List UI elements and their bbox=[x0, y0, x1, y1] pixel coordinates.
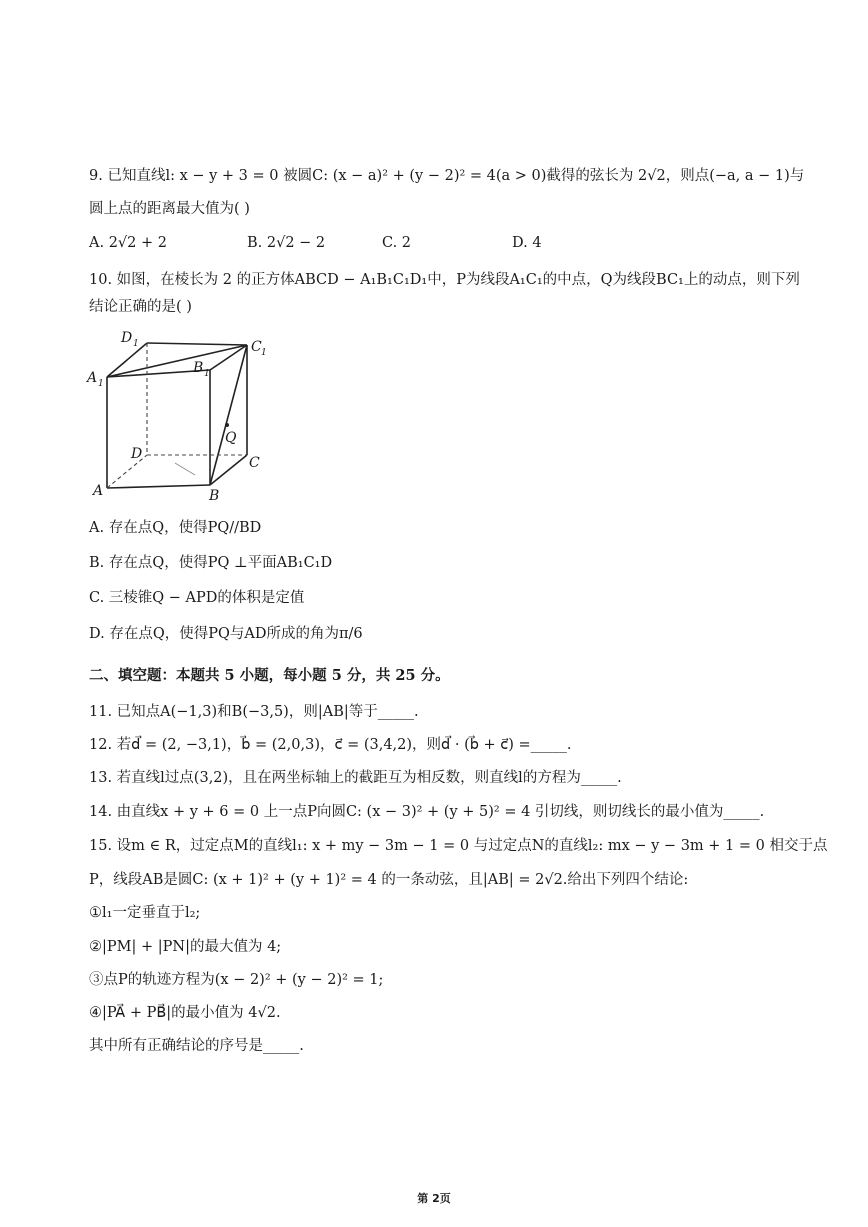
q14-stem: 14. 由直线x + y + 6 = 0 上一点P向圆C: (x − 3)² + (y + 5)² = 4 引切线，则切线长的最小值为_____. bbox=[89, 804, 765, 820]
q15-item-2: ②|PM| + |PN|的最大值为 4; bbox=[89, 939, 282, 955]
label-a1: A bbox=[87, 370, 98, 386]
label-c1: C bbox=[251, 339, 262, 355]
q10-option-d: D. 存在点Q，使得PQ与AD所成的角为π/6 bbox=[89, 626, 363, 642]
q9-option-d: D. 4 bbox=[512, 235, 542, 251]
edge-a-b bbox=[107, 485, 210, 488]
page-number: 第 2页 bbox=[417, 1192, 451, 1205]
q15-item-1: ①l₁一定垂直于l₂; bbox=[89, 905, 201, 921]
label-d1: D bbox=[121, 330, 133, 346]
q10-option-b: B. 存在点Q，使得PQ ⊥平面AB₁C₁D bbox=[89, 555, 333, 571]
q13-stem: 13. 若直线l过点(3,2)，且在两坐标轴上的截距互为相反数，则直线l的方程为_____. bbox=[89, 770, 622, 786]
label-a1-sub: 1 bbox=[98, 379, 104, 389]
q10-stem-line1: 10. 如图，在棱长为 2 的正方体ABCD − A₁B₁C₁D₁中，P为线段A₁C₁的中点，Q为线段BC₁上的动点，则下列 bbox=[89, 272, 800, 288]
label-c1-sub: 1 bbox=[261, 348, 267, 358]
point-q bbox=[225, 423, 229, 427]
q15-question: 其中所有正确结论的序号是_____. bbox=[89, 1038, 304, 1054]
faint-stroke bbox=[175, 463, 195, 475]
label-q: Q bbox=[225, 430, 237, 446]
cube-figure bbox=[85, 325, 285, 505]
q11-stem: 11. 已知点A(−1,3)和B(−3,5)，则|AB|等于_____. bbox=[89, 704, 419, 720]
edge-d1-c1 bbox=[147, 343, 247, 345]
label-b: B bbox=[209, 488, 220, 504]
q10-option-c: C. 三棱锥Q − APD的体积是定值 bbox=[89, 590, 305, 606]
q15-item-4: ④|PA⃗ + PB⃗|的最小值为 4√2. bbox=[89, 1005, 281, 1021]
edge-b-c bbox=[210, 455, 247, 485]
q10-stem-line2: 结论正确的是( ) bbox=[89, 299, 192, 315]
label-d1-sub: 1 bbox=[133, 339, 139, 349]
q9-option-c: C. 2 bbox=[382, 235, 412, 251]
q9-option-a: A. 2√2 + 2 bbox=[89, 235, 167, 251]
label-b1: B bbox=[193, 360, 204, 376]
q15-item-3: ③点P的轨迹方程为(x − 2)² + (y − 2)² = 1; bbox=[89, 972, 384, 988]
label-d: D bbox=[131, 446, 143, 462]
section-2-heading: 二、填空题：本题共 5 小题，每小题 5 分，共 25 分。 bbox=[89, 667, 450, 684]
q15-stem-line2: P，线段AB是圆C: (x + 1)² + (y + 1)² = 4 的一条动弦，且|AB| = 2√2.给出下列四个结论: bbox=[89, 872, 689, 888]
q10-option-a: A. 存在点Q，使得PQ//BD bbox=[89, 520, 262, 536]
q9-stem-line1: 9. 已知直线l: x − y + 3 = 0 被圆C: (x − a)² + (y − 2)² = 4(a > 0)截得的弦长为 2√2，则点(−a, a − 1)与 bbox=[89, 168, 805, 184]
label-a: A bbox=[93, 483, 104, 499]
q15-stem-line1: 15. 设m ∈ R，过定点M的直线l₁: x + my − 3m − 1 = 0 与过定点N的直线l₂: mx − y − 3m + 1 = 0 相交于点 bbox=[89, 838, 828, 854]
q9-option-b: B. 2√2 − 2 bbox=[247, 235, 326, 251]
q12-stem: 12. 若d⃗ = (2, −3,1)，b⃗ = (2,0,3)，c⃗ = (3,4,2)，则d⃗ · (b⃗ + c⃗) =_____. bbox=[89, 737, 572, 753]
label-b1-sub: 1 bbox=[204, 369, 210, 379]
label-c: C bbox=[249, 455, 260, 471]
q9-stem-line2: 圆上点的距离最大值为( ) bbox=[89, 201, 250, 217]
